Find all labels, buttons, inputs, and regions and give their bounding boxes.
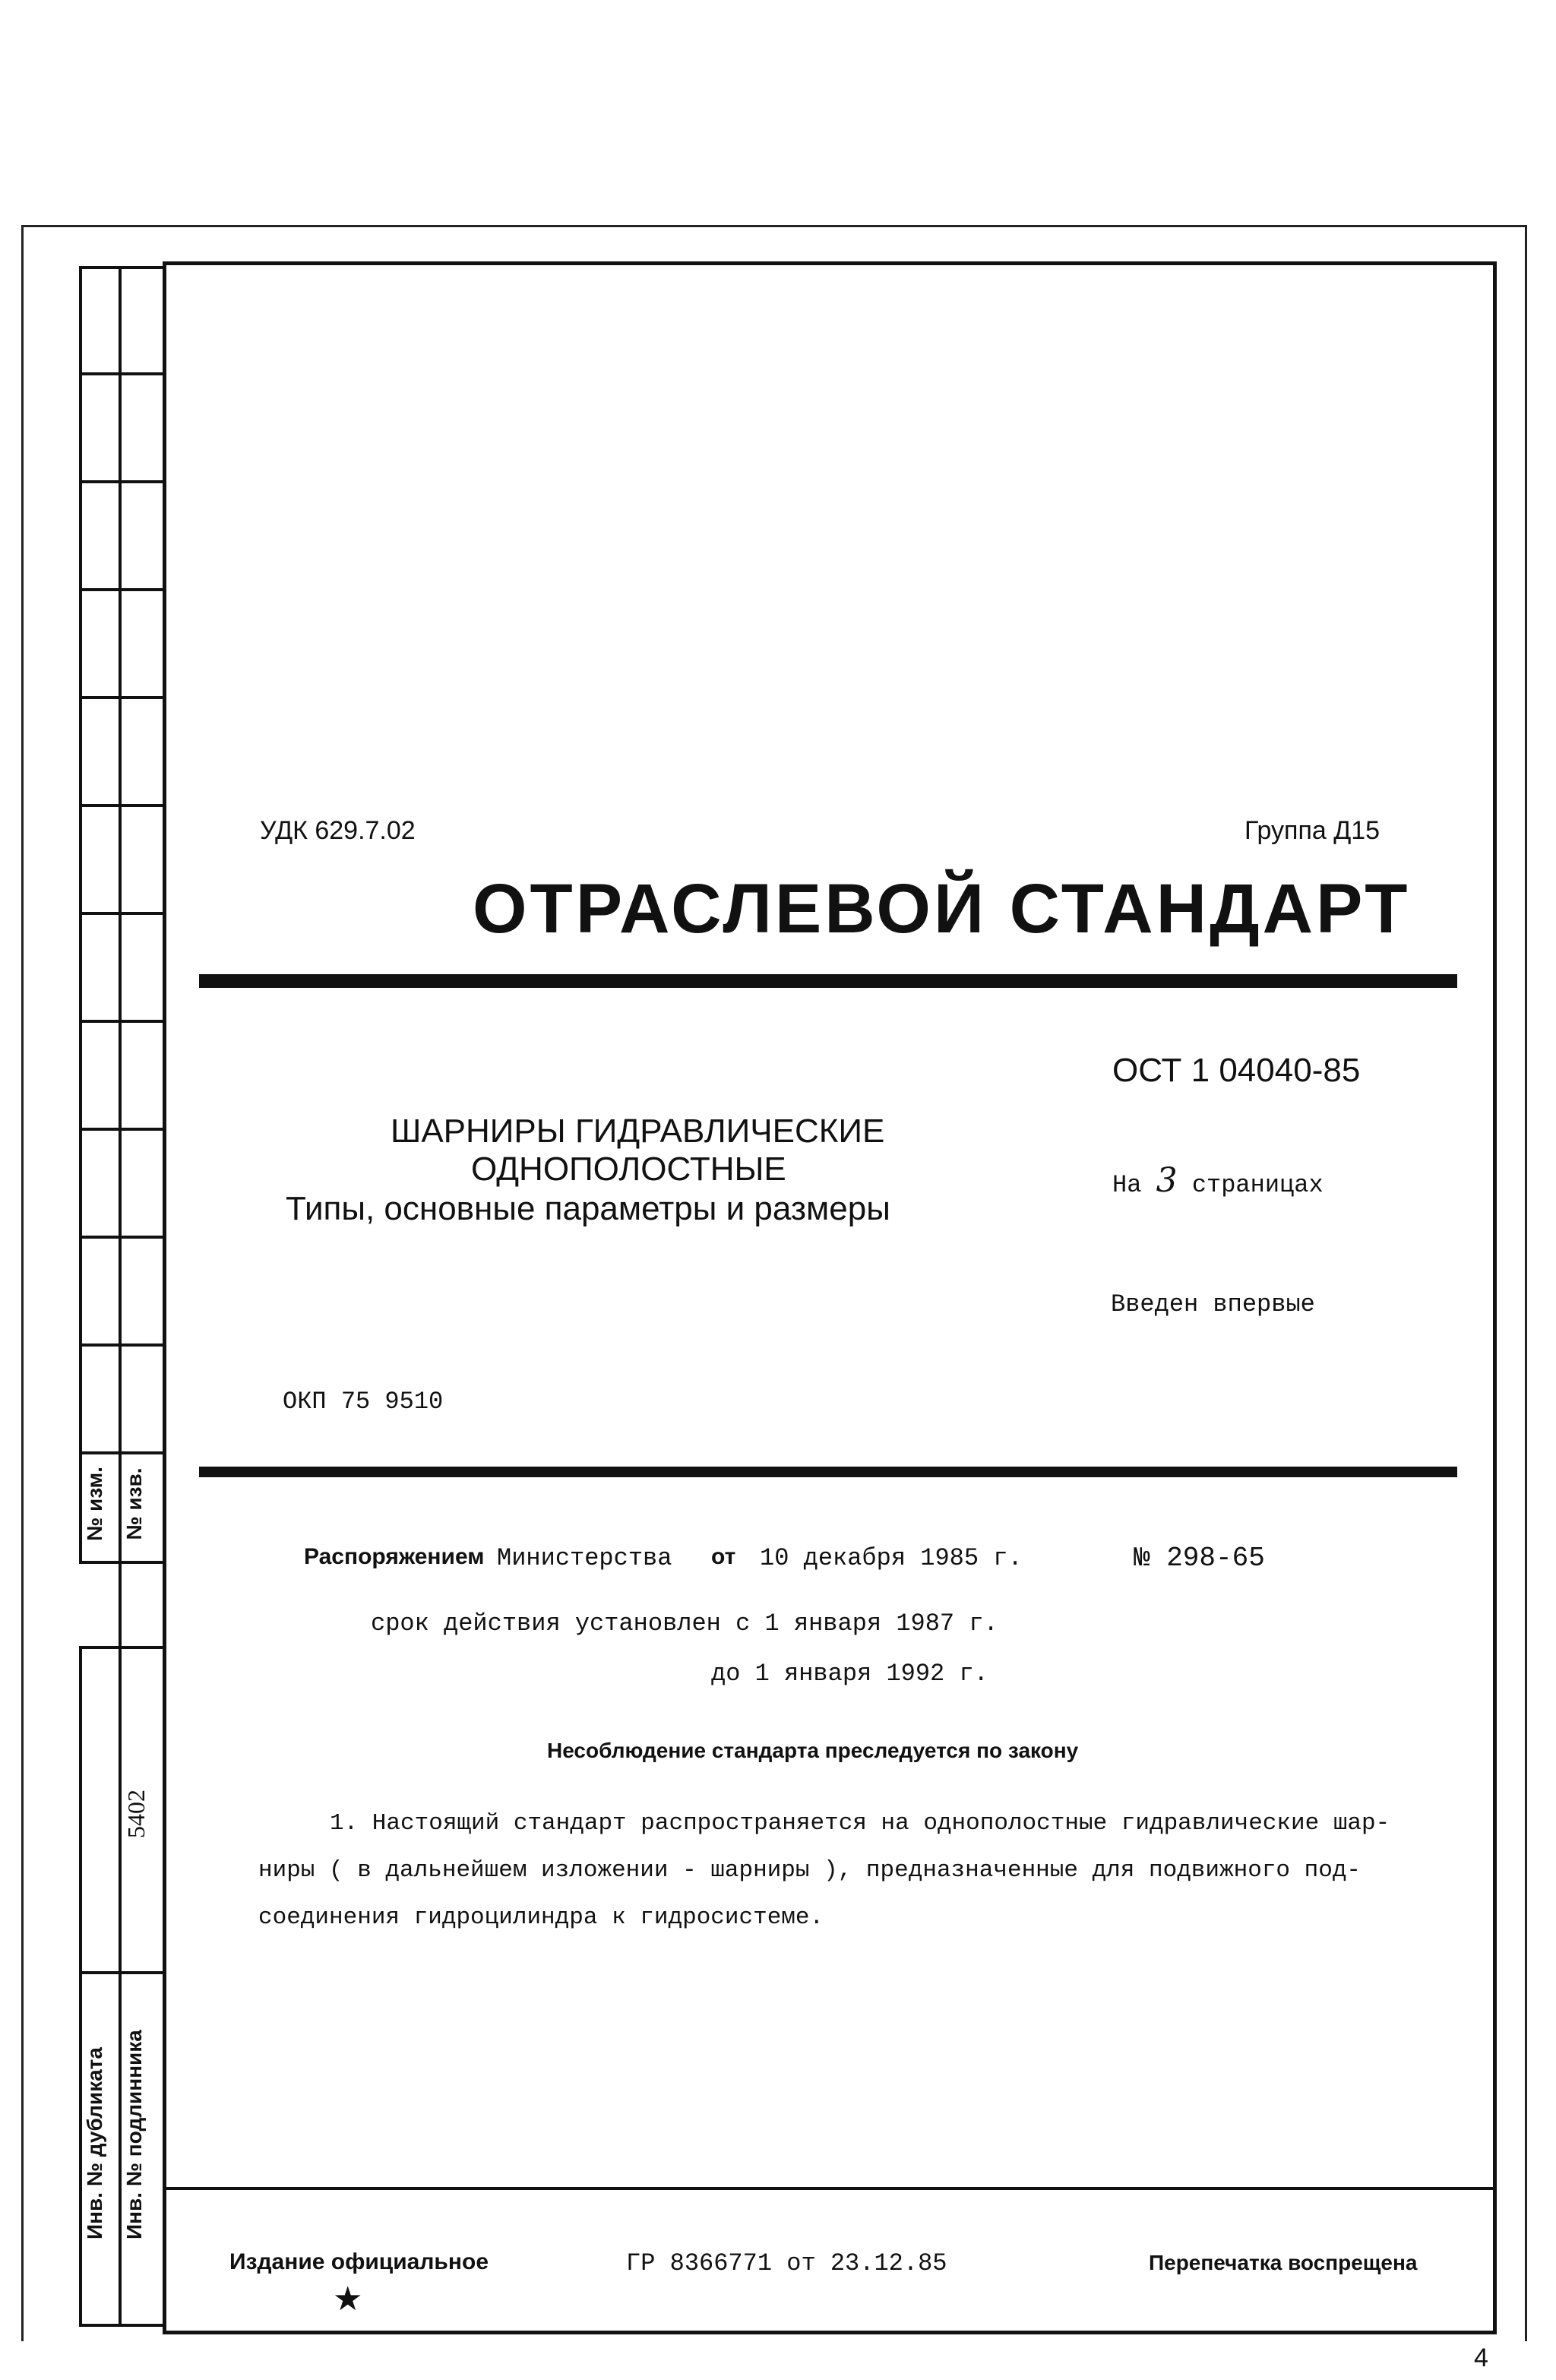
validity-start: срок действия установлен с 1 января 1987 г. (371, 1609, 998, 1638)
standard-name-line-3: Типы, основные параметры и размеры (286, 1190, 890, 1227)
pages-suffix: страницах (1191, 1171, 1324, 1199)
paragraph-1-line-1: 1. Настоящий стандарт распространяется на однополостные гидравлические шар- (330, 1810, 1390, 1837)
registration-number: ГР 8366771 от 23.12.85 (626, 2249, 947, 2277)
page-count (1112, 1161, 1324, 1200)
document-type-title: ОТРАСЛЕВОЙ СТАНДАРТ (473, 870, 1411, 948)
stamp-number: 5402 (122, 1790, 150, 1838)
star-mark: ★ (333, 2280, 363, 2318)
pages-prefix: На (1112, 1171, 1142, 1199)
reprint-prohibited: Перепечатка воспрещена (1149, 2251, 1418, 2274)
duplicate-inventory-label: Инв. № дубликата (83, 2047, 106, 2239)
pages-count-handwritten: 3 (1156, 1161, 1178, 1200)
order-date: 10 декабря 1985 г. (760, 1544, 1023, 1572)
order-label: Распоряжением (304, 1544, 485, 1569)
from-label: от (711, 1544, 736, 1569)
top-rule (199, 974, 1457, 988)
validity-end: до 1 января 1992 г. (711, 1660, 988, 1688)
paragraph-1-line-2: ниры ( в дальнейшем изложении - шарниры ), предназначенные для подвижного под- (258, 1857, 1362, 1884)
introduced-note: Введен впервые (1111, 1290, 1315, 1318)
udk-code: УДК 629.7.02 (260, 816, 416, 845)
okp-code: ОКП 75 9510 (283, 1388, 444, 1416)
bottom-rule (199, 1467, 1457, 1477)
standard-name-line-2: ОДНОПОЛОСТНЫЕ (471, 1150, 786, 1188)
notice-number-label: № изв. (122, 1467, 146, 1540)
original-inventory-label: Инв. № подлинника (122, 2030, 146, 2239)
group-code: Группа Д15 (1244, 816, 1380, 845)
official-edition: Издание официальное (229, 2249, 489, 2274)
paragraph-1-line-3: соединения гидроцилиндра к гидросистеме. (258, 1904, 824, 1931)
page-number: 4 (1474, 2344, 1488, 2372)
ministry-label: Министерства (497, 1544, 672, 1572)
law-notice: Несоблюдение стандарта преследуется по закону (547, 1739, 1079, 1762)
change-number-label: № изм. (83, 1467, 106, 1541)
side-stamp (79, 266, 166, 2331)
footer-separator (163, 2187, 1495, 2190)
standard-name-line-1: ШАРНИРЫ ГИДРАВЛИЧЕСКИЕ (391, 1112, 885, 1150)
order-number: № 298-65 (1134, 1543, 1265, 1574)
standard-code: ОСТ 1 04040-85 (1112, 1052, 1361, 1089)
